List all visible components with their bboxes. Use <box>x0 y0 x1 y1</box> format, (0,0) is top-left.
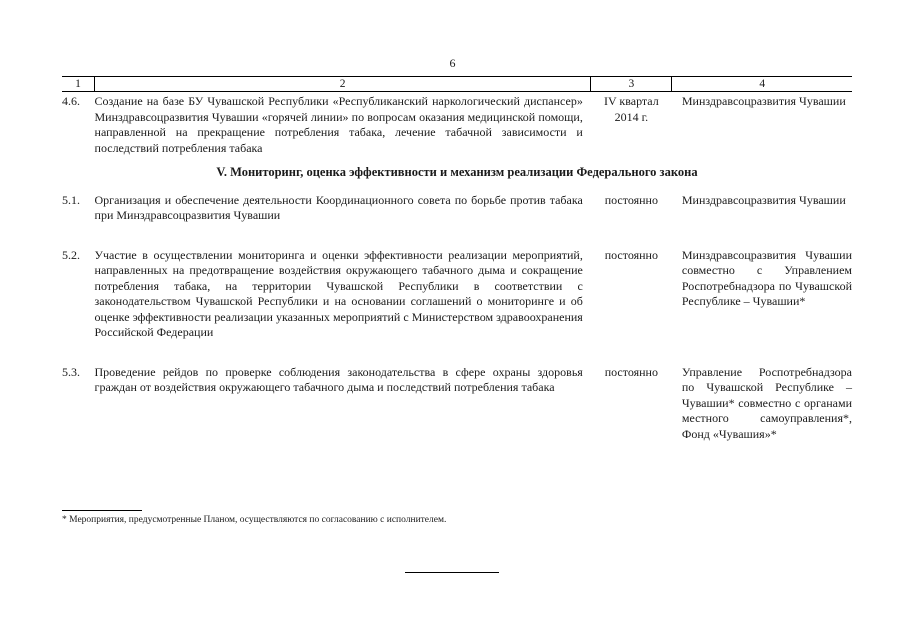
row-text: Участие в осуществлении мониторинга и оценки эффективности реализации мероприятий, направленных на предотвращение воздействия окружающего табачного дыма и сокращение потребления табака, на территории Чувашской Республики в соответствии с законодательством Чувашской Республики и на основании соглашений о мониторинге и об оценке эффективности реализации указанных мероприятий с Министерством здравоохранения Российской Федерации <box>94 247 583 339</box>
row-number: 5.2. <box>62 247 80 262</box>
page-end-divider <box>405 572 499 573</box>
action-plan-table <box>62 76 852 442</box>
table-header-row <box>62 77 852 92</box>
row-executor: Управление Роспотребнадзора по Чувашской Республике – Чувашии* совместно с органами местного самоуправления*, Фонд «Чувашия»* <box>681 364 852 441</box>
table-row <box>62 246 852 341</box>
row-executor: Минздравсоцразвития Чувашии <box>681 192 846 207</box>
row-term: постоянно <box>604 364 658 379</box>
header-col-1: 1 <box>62 77 95 92</box>
row-text: Создание на базе БУ Чувашской Республики «Республиканский наркологический диспансер» Минздравсоцразвития Чувашии «горячей линии» по вопросам оказания медицинской помощи, направленной на прекращение потребления табака, лечение табачной зависимости и последствий потребления табака <box>94 94 583 155</box>
row-number: 4.6. <box>62 94 80 108</box>
row-text: Организация и обеспечение деятельности Координационного совета по борьбе против табака при Минздравсоцразвития Чувашии <box>94 192 583 222</box>
section-title: V. Мониторинг, оценка эффективности и механизм реализации Федерального закона <box>216 165 698 179</box>
table-row <box>62 363 852 443</box>
row-executor: Минздравсоцразвития Чувашии <box>681 94 846 108</box>
footnote-divider <box>62 510 142 511</box>
page-number: 6 <box>449 56 456 70</box>
row-executor: Минздравсоцразвития Чувашии совместно с Управлением Роспотребнадзора по Чувашской Республике – Чувашии* <box>681 247 852 308</box>
row-term: постоянно <box>604 192 658 207</box>
header-col-2: 2 <box>95 77 591 92</box>
row-text: Проведение рейдов по проверке соблюдения законодательства в сфере охраны здоровья граждан от воздействия окружающего табачного дыма и последствий потребления табака <box>94 364 583 394</box>
row-term: постоянно <box>604 247 658 262</box>
section-row <box>62 156 852 191</box>
row-number: 5.3. <box>62 364 80 379</box>
footnote: * Мероприятия, предусмотренные Планом, осуществляются по согласованию с исполнителем. <box>62 515 447 525</box>
header-col-3: 3 <box>591 77 672 92</box>
row-spacer <box>62 341 852 363</box>
table-row <box>62 191 852 224</box>
row-spacer <box>62 224 852 246</box>
row-number: 5.1. <box>62 192 80 207</box>
table-row <box>62 92 852 157</box>
header-col-4: 4 <box>672 77 852 92</box>
row-term: IV квартал 2014 г. <box>603 94 659 124</box>
